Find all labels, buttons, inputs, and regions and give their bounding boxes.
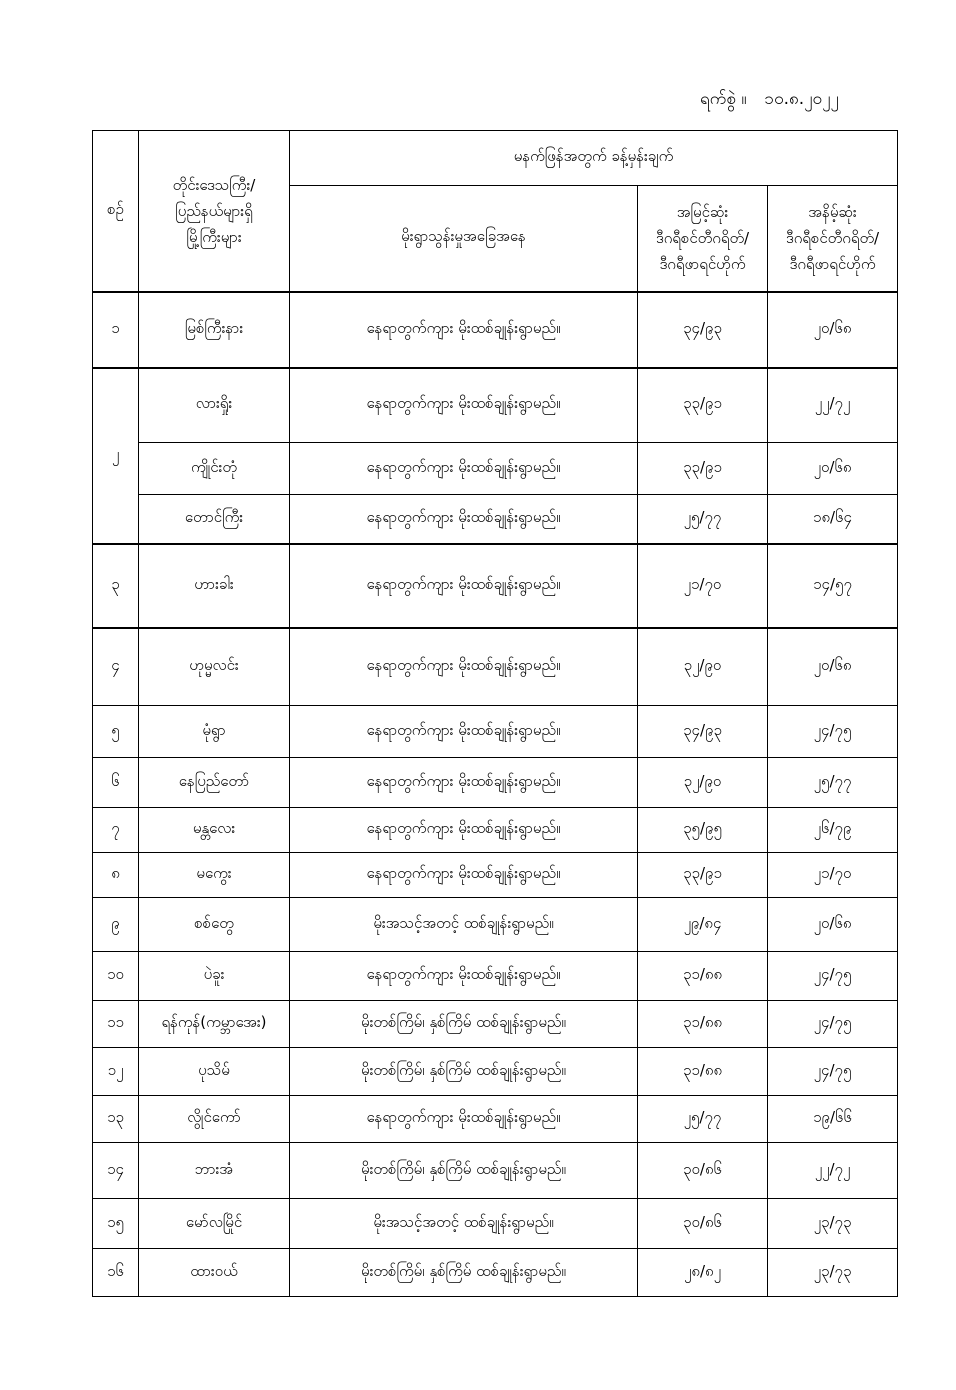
row-condition: မိုးတစ်ကြိမ်၊ နှစ်ကြိမ် ထစ်ချုန်းရွာမည်။ (290, 1048, 638, 1096)
row-no: ၁၁ (93, 1001, 139, 1048)
row-city: မော်လမြိုင် (139, 1199, 290, 1249)
row-condition: မိုးအသင့်အတင့် ထစ်ချုန်းရွာမည်။ (290, 1199, 638, 1249)
row-city: ပဲခူး (139, 952, 290, 1001)
row-max: ၃၂/၉၀ (638, 758, 768, 808)
row-min: ၂၄/၇၅ (768, 706, 898, 758)
row-max: ၂၉/၈၄ (638, 898, 768, 952)
row-condition: နေရာတွက်ကျား မိုးထစ်ချုန်းရွာမည်။ (290, 758, 638, 808)
row-min: ၂၀/၆၈ (768, 443, 898, 495)
row-max: ၃၁/၈၈ (638, 1048, 768, 1096)
row-city: ရန်ကုန်(ကမ္ဘာအေး) (139, 1001, 290, 1048)
row-no: ၂ (93, 368, 139, 544)
row-condition: နေရာတွက်ကျား မိုးထစ်ချုန်းရွာမည်။ (290, 628, 638, 706)
row-condition: နေရာတွက်ကျား မိုးထစ်ချုန်းရွာမည်။ (290, 808, 638, 853)
row-min: ၂၂/၇၂ (768, 368, 898, 443)
table-row (93, 1143, 898, 1199)
col-city-header (139, 131, 290, 292)
row-max: ၃၁/၈၈ (638, 1001, 768, 1048)
row-no: ၅ (93, 706, 139, 758)
row-no: ၁၃ (93, 1096, 139, 1143)
col-max-header (638, 186, 768, 292)
row-condition: နေရာတွက်ကျား မိုးထစ်ချုန်းရွာမည်။ (290, 292, 638, 368)
table-row (93, 292, 898, 368)
row-condition: မိုးတစ်ကြိမ်၊ နှစ်ကြိမ် ထစ်ချုန်းရွာမည်။ (290, 1249, 638, 1297)
row-min: ၂၆/၇၉ (768, 808, 898, 853)
col-condition-header: မိုးရွာသွန်းမှုအခြေအနေ (290, 186, 638, 292)
col-min-line-2: ဒီဂရီစင်တီဂရိတ်/ (785, 229, 880, 248)
col-city-line-1: တိုင်းဒေသကြီး/ (172, 175, 256, 194)
row-max: ၃၃/၉၁ (638, 853, 768, 898)
row-city: တောင်ကြီး (139, 495, 290, 544)
row-condition: နေရာတွက်ကျား မိုးထစ်ချုန်းရွာမည်။ (290, 544, 638, 628)
forecast-table (92, 130, 898, 1297)
col-group-header: မနက်ဖြန်အတွက် ခန့်မှန်းချက် (290, 131, 898, 186)
row-min: ၂၄/၇၅ (768, 1048, 898, 1096)
row-no: ၃ (93, 544, 139, 628)
col-min-header (768, 186, 898, 292)
row-min: ၂၃/၇၃ (768, 1249, 898, 1297)
date-label: ရက်စွဲ ။ (700, 89, 747, 109)
row-max: ၃၃/၉၁ (638, 368, 768, 443)
row-city: ကျိုင်းတုံ (139, 443, 290, 495)
table-row (93, 495, 898, 544)
table-row (93, 1048, 898, 1096)
table-row (93, 368, 898, 443)
row-min: ၂၅/၇၇ (768, 758, 898, 808)
table-row (93, 898, 898, 952)
table-row (93, 628, 898, 706)
row-max: ၃၅/၉၅ (638, 808, 768, 853)
row-condition: နေရာတွက်ကျား မိုးထစ်ချုန်းရွာမည်။ (290, 853, 638, 898)
row-no: ၇ (93, 808, 139, 853)
row-city: ဘားအံ (139, 1143, 290, 1199)
row-max: ၂၈/၈၂ (638, 1249, 768, 1297)
table-row (93, 808, 898, 853)
date-line (700, 88, 890, 113)
table-row (93, 1001, 898, 1048)
table-row (93, 758, 898, 808)
row-max: ၃၄/၉၃ (638, 706, 768, 758)
row-no: ၁၄ (93, 1143, 139, 1199)
row-no: ၁ (93, 292, 139, 368)
table-row (93, 1249, 898, 1297)
table-row (93, 443, 898, 495)
row-max: ၂၅/၇၇ (638, 1096, 768, 1143)
row-no: ၁၆ (93, 1249, 139, 1297)
table-row (93, 1199, 898, 1249)
row-min: ၂၄/၇၅ (768, 1001, 898, 1048)
row-min: ၁၉/၆၆ (768, 1096, 898, 1143)
table-row (93, 544, 898, 628)
col-city-line-2: ပြည်နယ်များရှိ (175, 201, 253, 220)
col-no-header: စဉ် (93, 131, 139, 292)
row-city: မုံရွာ (139, 706, 290, 758)
row-city: နေပြည်တော် (139, 758, 290, 808)
row-min: ၂၀/၆၈ (768, 628, 898, 706)
row-condition: မိုးတစ်ကြိမ်၊ နှစ်ကြိမ် ထစ်ချုန်းရွာမည်။ (290, 1001, 638, 1048)
row-max: ၃၀/၈၆ (638, 1199, 768, 1249)
col-min-line-3: ဒီဂရီဖာရင်ဟိုက် (789, 255, 876, 274)
row-city: စစ်တွေ (139, 898, 290, 952)
row-no: ၆ (93, 758, 139, 808)
col-city-line-3: မြို့ကြီးများ (186, 227, 242, 246)
date-value: ၁၀.၈.၂၀၂၂ (764, 89, 839, 109)
row-min: ၂၂/၇၂ (768, 1143, 898, 1199)
row-max: ၃၀/၈၆ (638, 1143, 768, 1199)
row-city: လားရှိုး (139, 368, 290, 443)
row-city: ဟုမ္မလင်း (139, 628, 290, 706)
row-min: ၁၈/၆၄ (768, 495, 898, 544)
row-city: ပုသိမ် (139, 1048, 290, 1096)
row-max: ၂၅/၇၇ (638, 495, 768, 544)
row-max: ၃၃/၉၁ (638, 443, 768, 495)
row-no: ၁၀ (93, 952, 139, 1001)
row-min: ၂၁/၇၀ (768, 853, 898, 898)
row-min: ၂၀/၆၈ (768, 292, 898, 368)
row-max: ၃၂/၉၀ (638, 628, 768, 706)
table-row (93, 1096, 898, 1143)
col-min-line-1: အနိမ့်ဆုံး (808, 203, 857, 222)
row-max: ၃၁/၈၈ (638, 952, 768, 1001)
row-no: ၁၂ (93, 1048, 139, 1096)
row-condition: နေရာတွက်ကျား မိုးထစ်ချုန်းရွာမည်။ (290, 368, 638, 443)
row-city: မန္တလေး (139, 808, 290, 853)
row-condition: နေရာတွက်ကျား မိုးထစ်ချုန်းရွာမည်။ (290, 1096, 638, 1143)
header-row-1 (93, 131, 898, 186)
table-row (93, 853, 898, 898)
row-max: ၃၄/၉၃ (638, 292, 768, 368)
row-min: ၂၃/၇၃ (768, 1199, 898, 1249)
row-condition: မိုးတစ်ကြိမ်၊ နှစ်ကြိမ် ထစ်ချုန်းရွာမည်။ (290, 1143, 638, 1199)
col-max-line-2: ဒီဂရီစင်တီဂရိတ်/ (655, 229, 750, 248)
row-max: ၂၁/၇၀ (638, 544, 768, 628)
row-no: ၈ (93, 853, 139, 898)
row-city: မြစ်ကြီးနား (139, 292, 290, 368)
col-max-line-1: အမြင့်ဆုံး (676, 203, 729, 222)
table-row (93, 952, 898, 1001)
row-city: ဟားခါး (139, 544, 290, 628)
row-city: လွိုင်ကော် (139, 1096, 290, 1143)
row-no: ၉ (93, 898, 139, 952)
table-row (93, 706, 898, 758)
row-no: ၁၅ (93, 1199, 139, 1249)
row-no: ၄ (93, 628, 139, 706)
row-condition: နေရာတွက်ကျား မိုးထစ်ချုန်းရွာမည်။ (290, 706, 638, 758)
row-city: ထားဝယ် (139, 1249, 290, 1297)
row-min: ၂၄/၇၅ (768, 952, 898, 1001)
row-min: ၂၀/၆၈ (768, 898, 898, 952)
row-min: ၁၄/၅၇ (768, 544, 898, 628)
row-condition: မိုးအသင့်အတင့် ထစ်ချုန်းရွာမည်။ (290, 898, 638, 952)
row-city: မကွေး (139, 853, 290, 898)
col-max-line-3: ဒီဂရီဖာရင်ဟိုက် (659, 255, 746, 274)
row-condition: နေရာတွက်ကျား မိုးထစ်ချုန်းရွာမည်။ (290, 443, 638, 495)
row-condition: နေရာတွက်ကျား မိုးထစ်ချုန်းရွာမည်။ (290, 952, 638, 1001)
row-condition: နေရာတွက်ကျား မိုးထစ်ချုန်းရွာမည်။ (290, 495, 638, 544)
